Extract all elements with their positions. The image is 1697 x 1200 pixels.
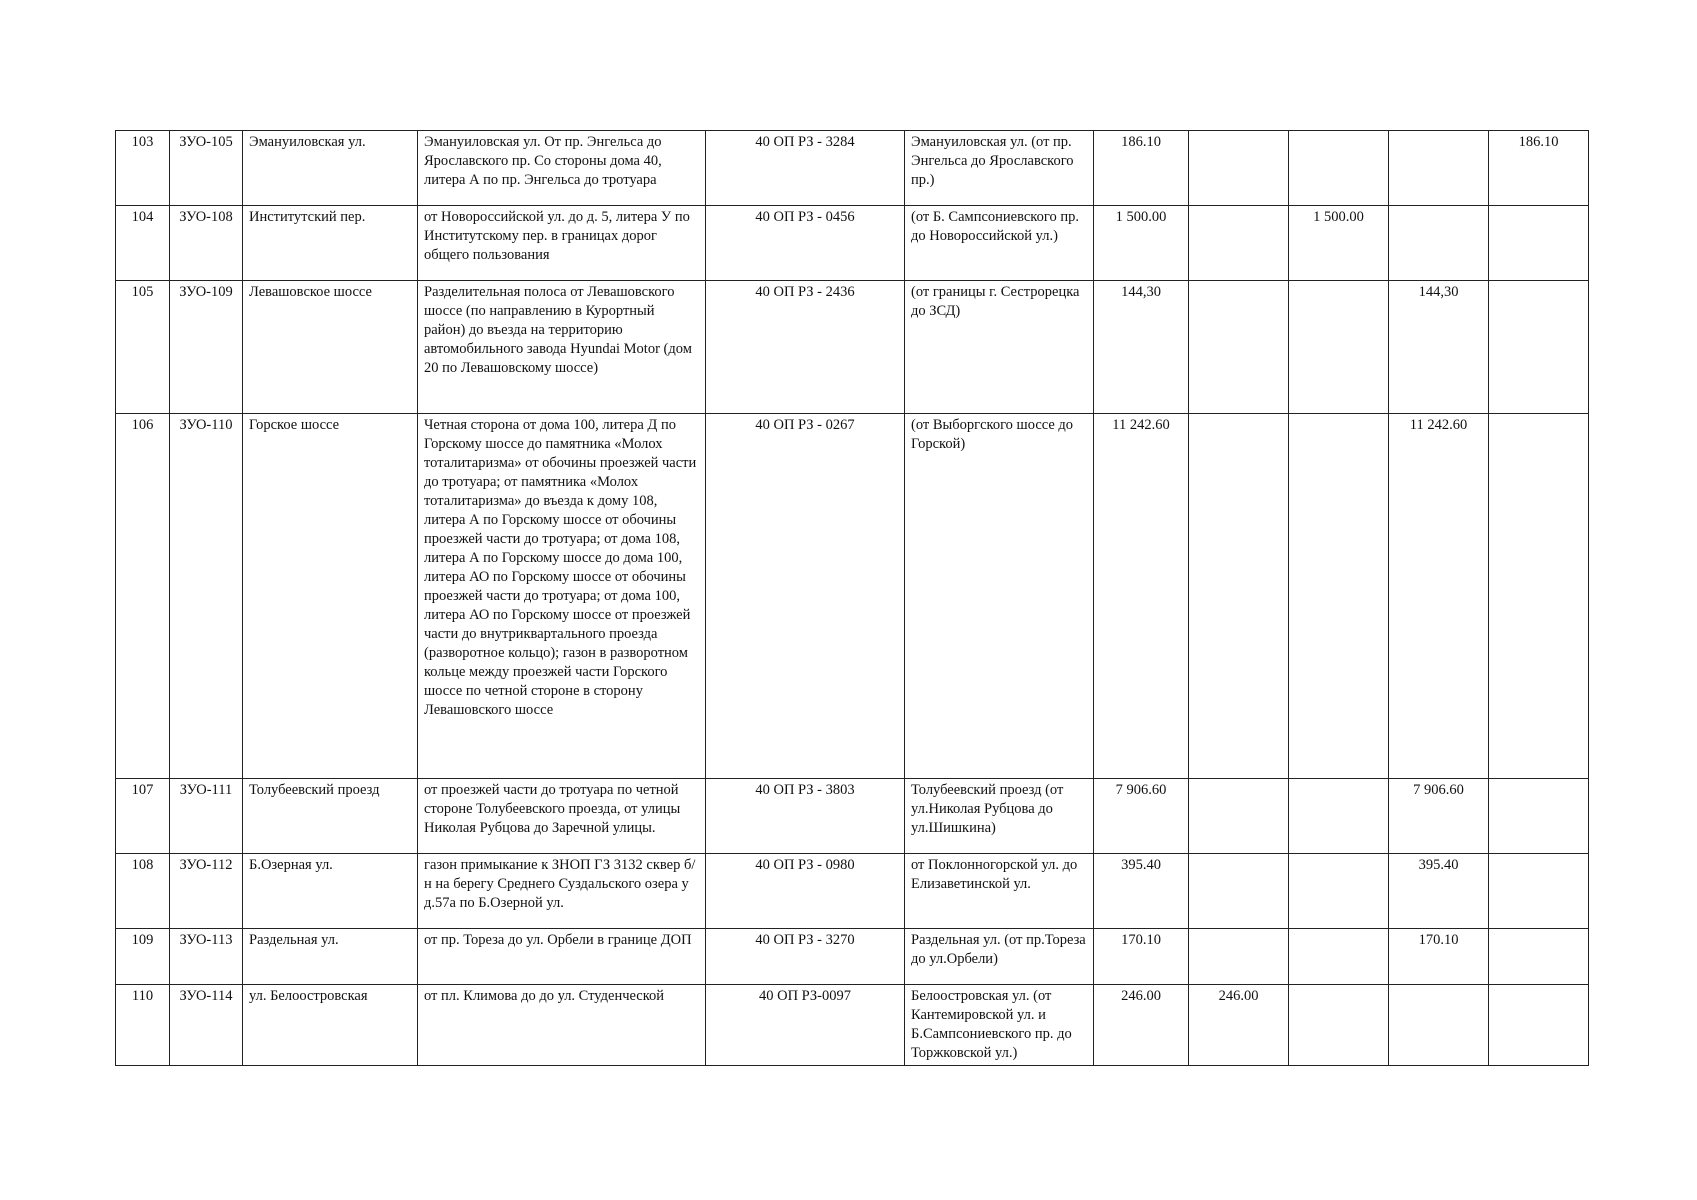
- table-row: [116, 929, 1589, 985]
- area-value-col-5: [1489, 779, 1589, 854]
- table-body: [116, 131, 1589, 1066]
- street-name: Институтский пер.: [243, 206, 418, 281]
- road-registry-number: 40 ОП РЗ - 3284: [706, 131, 905, 206]
- road-section: Белоостровская ул. (от Кантемировской ул. и Б.Сампсониевского пр. до Торжковской ул.): [905, 985, 1094, 1066]
- area-value-col-4: [1389, 985, 1489, 1066]
- road-registry-number: 40 ОП РЗ - 3803: [706, 779, 905, 854]
- area-value-col-2: [1189, 779, 1289, 854]
- road-registry-number: 40 ОП РЗ-0097: [706, 985, 905, 1066]
- area-value-col-4: 144,30: [1389, 281, 1489, 414]
- road-registry-number: 40 ОП РЗ - 0267: [706, 414, 905, 779]
- street-name: ул. Белоостровская: [243, 985, 418, 1066]
- area-value-col-5: [1489, 414, 1589, 779]
- row-number: 109: [116, 929, 170, 985]
- area-value-col-5: [1489, 854, 1589, 929]
- area-value-col-5: [1489, 281, 1589, 414]
- street-name: Эмануиловская ул.: [243, 131, 418, 206]
- object-code: ЗУО-114: [170, 985, 243, 1066]
- row-number: 107: [116, 779, 170, 854]
- area-value-col-4: [1389, 131, 1489, 206]
- area-description: Эмануиловская ул. От пр. Энгельса до Ярославского пр. Со стороны дома 40, литера А по пр. Энгельса до тротуара: [418, 131, 706, 206]
- area-value-col-2: [1189, 131, 1289, 206]
- row-number: 103: [116, 131, 170, 206]
- table-row: [116, 131, 1589, 206]
- object-code: ЗУО-109: [170, 281, 243, 414]
- row-number: 110: [116, 985, 170, 1066]
- road-section: Толубеевский проезд (от ул.Николая Рубцова до ул.Шишкина): [905, 779, 1094, 854]
- road-registry-number: 40 ОП РЗ - 0980: [706, 854, 905, 929]
- area-description: Разделительная полоса от Левашовского шоссе (по направлению в Курортный район) до въезда на территорию автомобильного завода Hyundai Motor (дом 20 по Левашовскому шоссе): [418, 281, 706, 414]
- area-description: Четная сторона от дома 100, литера Д по Горскому шоссе до памятника «Молох тоталитаризма» от обочины проезжей части до тротуара; от памятника «Молох тоталитаризма» до въезда к дому 108, литера А по Горскому шоссе от обочины проезжей части до тротуара; от дома 108, литера А по Горскому шоссе до дома 100, литера АО по Горскому шоссе от обочины проезжей части до тротуара; от дома 100, литера АО по Горскому шоссе от проезжей части до внутриквартального проезда (разворотное кольцо); газон в разворотном кольце между проезжей части Горского шоссе по четной стороне в сторону Левашовского шоссе: [418, 414, 706, 779]
- road-section: Эмануиловская ул. (от пр. Энгельса до Ярославского пр.): [905, 131, 1094, 206]
- area-value-col-5: 186.10: [1489, 131, 1589, 206]
- object-code: ЗУО-111: [170, 779, 243, 854]
- table-row: [116, 854, 1589, 929]
- road-section: от Поклонногорской ул. до Елизаветинской ул.: [905, 854, 1094, 929]
- area-value-col-3: 1 500.00: [1289, 206, 1389, 281]
- area-value-col-5: [1489, 929, 1589, 985]
- total-area: 186.10: [1094, 131, 1189, 206]
- object-code: ЗУО-108: [170, 206, 243, 281]
- road-registry-number: 40 ОП РЗ - 0456: [706, 206, 905, 281]
- area-description: от проезжей части до тротуара по четной стороне Толубеевского проезда, от улицы Николая Рубцова до Заречной улицы.: [418, 779, 706, 854]
- street-name: Толубеевский проезд: [243, 779, 418, 854]
- area-description: от Новороссийской ул. до д. 5, литера У по Институтскому пер. в границах дорог общего пользования: [418, 206, 706, 281]
- total-area: 7 906.60: [1094, 779, 1189, 854]
- area-value-col-3: [1289, 281, 1389, 414]
- area-value-col-4: 7 906.60: [1389, 779, 1489, 854]
- area-value-col-3: [1289, 131, 1389, 206]
- road-registry-number: 40 ОП РЗ - 2436: [706, 281, 905, 414]
- road-section: (от Выборгского шоссе до Горской): [905, 414, 1094, 779]
- table-row: [116, 206, 1589, 281]
- area-value-col-4: 395.40: [1389, 854, 1489, 929]
- total-area: 1 500.00: [1094, 206, 1189, 281]
- area-description: от пр. Тореза до ул. Орбели в границе ДОП: [418, 929, 706, 985]
- table-row: [116, 985, 1589, 1066]
- row-number: 108: [116, 854, 170, 929]
- area-value-col-4: 170.10: [1389, 929, 1489, 985]
- street-name: Раздельная ул.: [243, 929, 418, 985]
- object-code: ЗУО-105: [170, 131, 243, 206]
- street-name: Б.Озерная ул.: [243, 854, 418, 929]
- area-value-col-5: [1489, 985, 1589, 1066]
- area-description: от пл. Климова до до ул. Студенческой: [418, 985, 706, 1066]
- road-registry-number: 40 ОП РЗ - 3270: [706, 929, 905, 985]
- total-area: 246.00: [1094, 985, 1189, 1066]
- area-value-col-4: [1389, 206, 1489, 281]
- area-value-col-2: [1189, 929, 1289, 985]
- table-row: [116, 281, 1589, 414]
- object-code: ЗУО-112: [170, 854, 243, 929]
- area-value-col-3: [1289, 929, 1389, 985]
- area-value-col-5: [1489, 206, 1589, 281]
- total-area: 144,30: [1094, 281, 1189, 414]
- object-code: ЗУО-110: [170, 414, 243, 779]
- total-area: 11 242.60: [1094, 414, 1189, 779]
- row-number: 105: [116, 281, 170, 414]
- area-value-col-4: 11 242.60: [1389, 414, 1489, 779]
- greenery-registry-table: [115, 130, 1589, 1066]
- street-name: Левашовское шоссе: [243, 281, 418, 414]
- street-name: Горское шоссе: [243, 414, 418, 779]
- total-area: 170.10: [1094, 929, 1189, 985]
- road-section: (от Б. Сампсониевского пр. до Новороссийской ул.): [905, 206, 1094, 281]
- row-number: 104: [116, 206, 170, 281]
- area-value-col-3: [1289, 414, 1389, 779]
- area-value-col-3: [1289, 985, 1389, 1066]
- area-value-col-2: [1189, 414, 1289, 779]
- area-value-col-2: [1189, 854, 1289, 929]
- road-section: Раздельная ул. (от пр.Тореза до ул.Орбели): [905, 929, 1094, 985]
- area-value-col-3: [1289, 854, 1389, 929]
- table-row: [116, 779, 1589, 854]
- area-value-col-2: [1189, 281, 1289, 414]
- area-value-col-2: 246.00: [1189, 985, 1289, 1066]
- area-value-col-3: [1289, 779, 1389, 854]
- area-description: газон примыкание к ЗНОП ГЗ 3132 сквер б/н на берегу Среднего Суздальского озера у д.57а по Б.Озерной ул.: [418, 854, 706, 929]
- row-number: 106: [116, 414, 170, 779]
- road-section: (от границы г. Сестрорецка до ЗСД): [905, 281, 1094, 414]
- table-row: [116, 414, 1589, 779]
- area-value-col-2: [1189, 206, 1289, 281]
- object-code: ЗУО-113: [170, 929, 243, 985]
- total-area: 395.40: [1094, 854, 1189, 929]
